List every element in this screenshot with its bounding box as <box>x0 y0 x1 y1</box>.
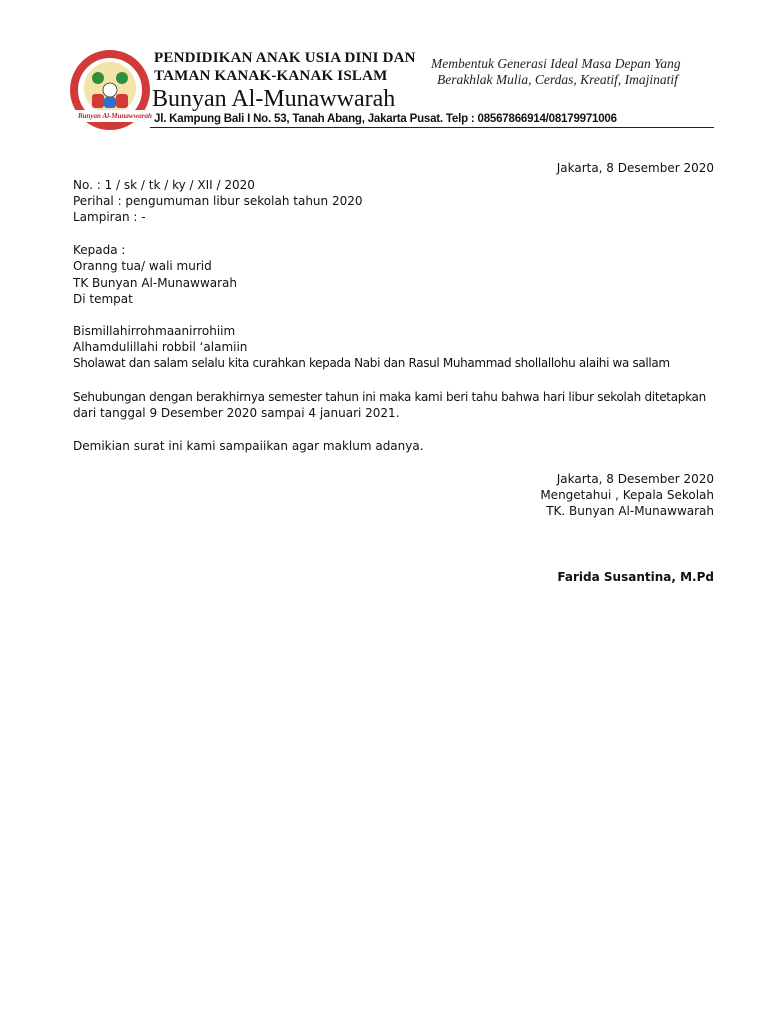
greeting-line-2: Alhamdulillahi robbil ‘alamiin <box>73 340 248 354</box>
org-line-1: PENDIDIKAN ANAK USIA DINI DAN <box>154 50 416 66</box>
letter-attachment: Lampiran : - <box>73 210 146 224</box>
letter-number: No. : 1 / sk / tk / ky / XII / 2020 <box>73 178 255 192</box>
greeting-line-3: Sholawat dan salam selalu kita curahkan kepada Nabi dan Rasul Muhammad shollallohu alaihi wa sallam <box>73 356 670 370</box>
signatory-name: Farida Susantina, M.Pd <box>557 570 714 584</box>
closing-line: Demikian surat ini kami sampaiikan agar maklum adanya. <box>73 439 424 453</box>
signature-date: Jakarta, 8 Desember 2020 <box>556 472 714 486</box>
recipient-line-3: Di tempat <box>73 292 133 306</box>
signature-role: Mengetahui , Kepala Sekolah <box>540 488 714 502</box>
org-name: Bunyan Al-Munawwarah <box>152 86 396 112</box>
logo-figure-left <box>92 72 104 84</box>
logo-caption: Bunyan Al-Munawwarah <box>78 112 152 120</box>
logo-figure-right <box>116 72 128 84</box>
body-paragraph-line-2: dari tanggal 9 Desember 2020 sampai 4 januari 2021. <box>73 406 400 420</box>
body-paragraph-line-1: Sehubungan dengan berakhirnya semester tahun ini maka kami beri tahu bahwa hari libur sekolah ditetapkan <box>73 390 706 404</box>
org-line-2: TAMAN KANAK-KANAK ISLAM <box>154 68 388 84</box>
recipient-line-2: TK Bunyan Al-Munawwarah <box>73 276 237 290</box>
signature-school: TK. Bunyan Al-Munawwarah <box>546 504 714 518</box>
motto-line-2: Berakhlak Mulia, Cerdas, Kreatif, Imajinatif <box>437 72 678 87</box>
recipient-line-1: Oranng tua/ wali murid <box>73 259 212 273</box>
motto-line-1: Membentuk Generasi Ideal Masa Depan Yang <box>431 56 681 71</box>
letterhead-divider <box>150 127 714 128</box>
recipient-label: Kepada : <box>73 243 126 257</box>
greeting-line-1: Bismillahirrohmaanirrohiim <box>73 324 236 338</box>
address: Jl. Kampung Bali I No. 53, Tanah Abang, Jakarta Pusat. Telp : 08567866914/08179971006 <box>154 113 617 125</box>
letterhead <box>0 0 768 130</box>
date-top: Jakarta, 8 Desember 2020 <box>556 161 714 175</box>
letter-subject: Perihal : pengumuman libur sekolah tahun 2020 <box>73 194 363 208</box>
